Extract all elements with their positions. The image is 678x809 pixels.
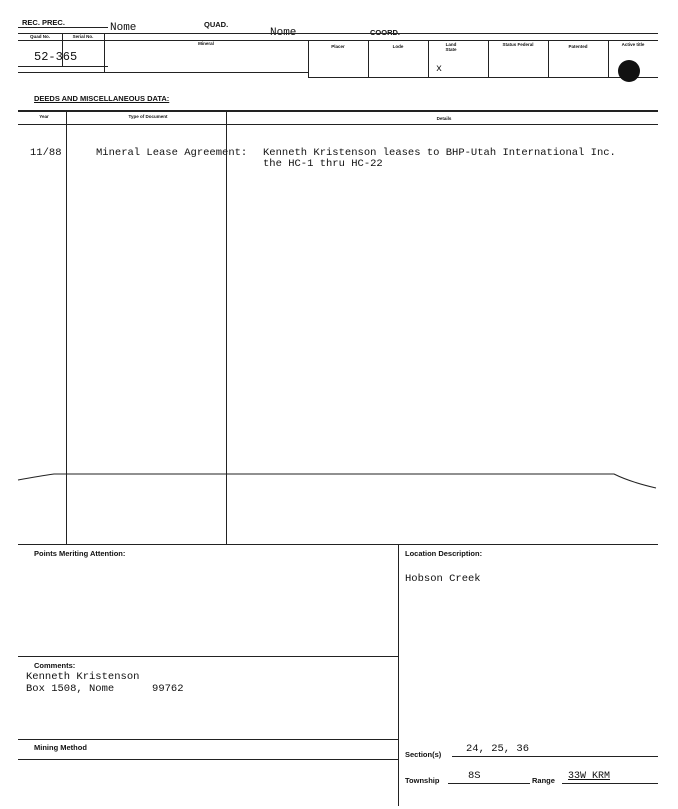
col-details: Details — [436, 116, 452, 121]
quad-label: QUAD. — [204, 20, 229, 29]
quad-value: Nome — [270, 27, 297, 39]
township-label: Township — [405, 776, 440, 785]
col-active-title: Active title — [621, 42, 645, 47]
deed-entry-details-line1: Kenneth Kristenson leases to BHP-Utah International Inc. — [263, 147, 616, 159]
deed-entry-details-line2: the HC-1 thru HC-22 — [263, 158, 383, 170]
deeds-section-title: DEEDS AND MISCELLANEOUS DATA: — [34, 94, 170, 103]
rec-prec-value: Nome — [110, 22, 137, 34]
fold-line — [0, 462, 678, 492]
location-description-label: Location Description: — [405, 549, 483, 558]
deed-entry-year: 11/88 — [30, 147, 62, 159]
col-year: Year — [39, 114, 49, 119]
col-serial-no: Serial No. — [72, 34, 94, 39]
range-label: Range — [532, 776, 555, 785]
col-mineral: Mineral — [198, 41, 214, 46]
points-meriting-attention-label: Points Meriting Attention: — [34, 549, 126, 558]
active-title-dot — [618, 60, 640, 82]
township-value: 8S — [468, 770, 481, 782]
section-value: 24, 25, 36 — [466, 743, 530, 755]
quad-serial-number: 52-365 — [34, 50, 78, 64]
comments-line1: Kenneth Kristenson — [26, 671, 140, 683]
location-description-value: Hobson Creek — [405, 573, 481, 585]
comments-label: Comments: — [34, 661, 76, 670]
col-lode: Lode — [392, 44, 404, 49]
comments-line2: Box 1508, Nome 99762 — [26, 683, 184, 695]
coord-label: COORD. — [370, 28, 400, 37]
col-document-type: Type of Document — [128, 114, 168, 119]
col-land-state: Land State — [445, 42, 457, 52]
range-value: 33W KRM — [568, 771, 611, 782]
mining-method-label: Mining Method — [34, 743, 87, 752]
section-label: Section(s) — [405, 750, 442, 759]
deed-entry-type: Mineral Lease Agreement: — [96, 147, 248, 159]
col-status-federal: Status Federal — [502, 42, 534, 47]
col-placer: Placer — [331, 44, 345, 49]
col-patented: Patented — [568, 44, 588, 49]
col-quad-no: Quad No. — [30, 34, 50, 39]
rec-prec-label: REC. PREC. — [22, 18, 65, 27]
land-state-mark: x — [436, 64, 443, 75]
